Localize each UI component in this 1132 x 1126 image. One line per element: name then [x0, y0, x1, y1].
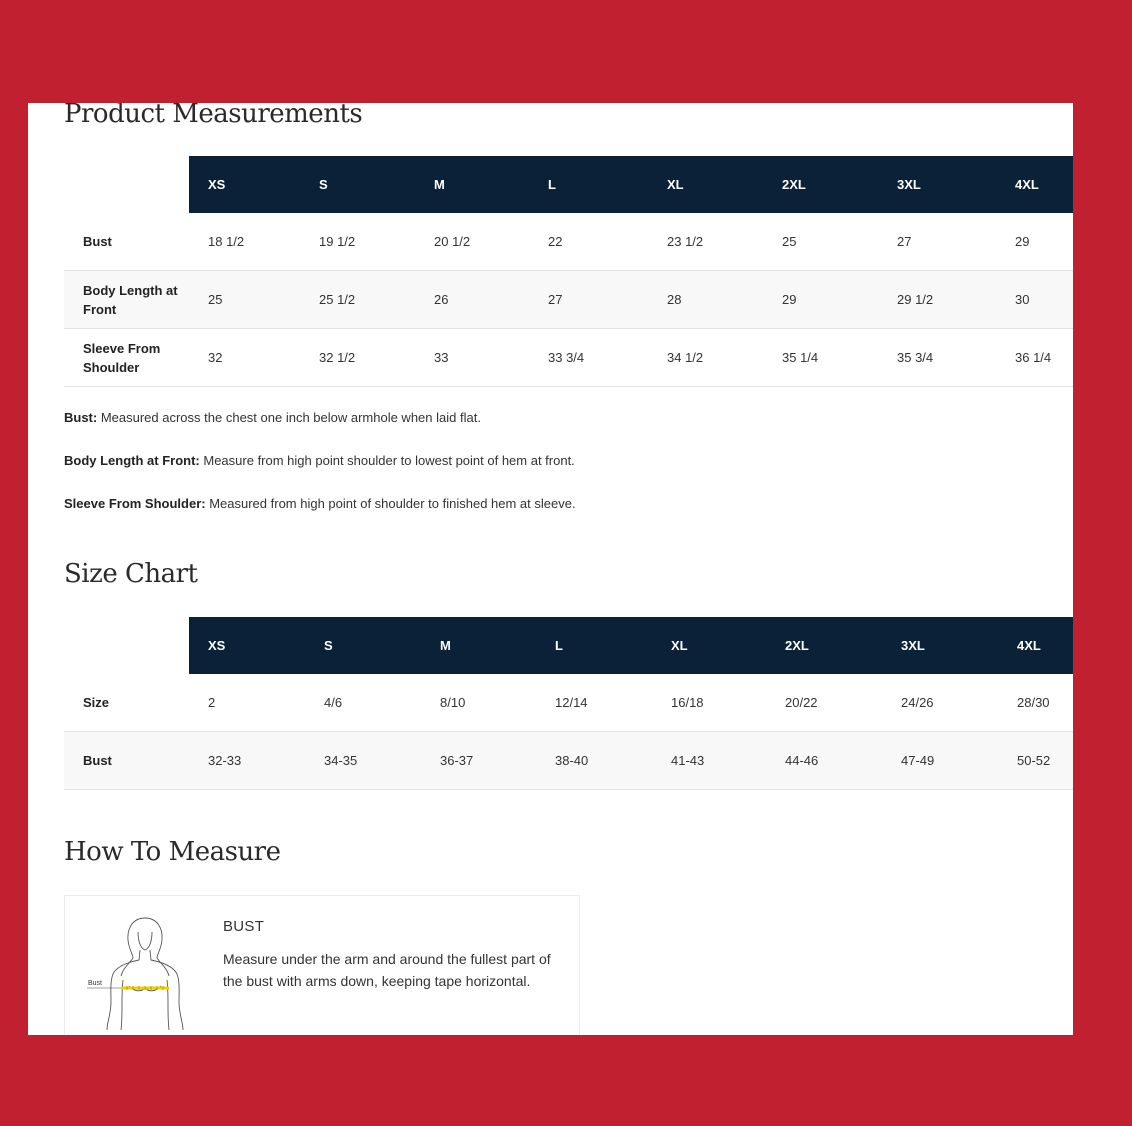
size-header: 4XL: [996, 156, 1073, 213]
table-cell: 12/14: [536, 674, 652, 732]
measurements-header-row: [64, 156, 1073, 213]
table-cell: 25 1/2: [300, 271, 415, 329]
definition-term: Bust:: [64, 410, 98, 425]
size-header: M: [415, 156, 529, 213]
table-cell: 18 1/2: [189, 213, 300, 271]
table-cell: 23 1/2: [648, 213, 763, 271]
size-header: M: [421, 617, 536, 674]
table-cell: 47-49: [882, 732, 998, 790]
bust-figure-label: Bust: [88, 980, 103, 987]
table-cell: 28/30: [998, 674, 1073, 732]
table-cell: 28: [648, 271, 763, 329]
table-cell: 38-40: [536, 732, 652, 790]
how-to-measure-title: How To Measure: [64, 837, 281, 867]
size-header: L: [529, 156, 648, 213]
table-row: [64, 271, 1073, 329]
size-header: S: [305, 617, 421, 674]
table-cell: 44-46: [766, 732, 882, 790]
definition-text: Measured across the chest one inch below armhole when laid flat.: [97, 410, 481, 425]
table-cell: 27: [878, 213, 996, 271]
header-corner: [64, 617, 189, 674]
table-cell: 24/26: [882, 674, 998, 732]
size-header: XS: [189, 156, 300, 213]
row-label: Body Length at Front: [64, 271, 189, 329]
measurement-definitions: [64, 408, 576, 537]
size-header: XL: [652, 617, 766, 674]
table-cell: 29 1/2: [878, 271, 996, 329]
size-header: 3XL: [878, 156, 996, 213]
bust-measure-figure-icon: [83, 910, 193, 1032]
table-cell: 41-43: [652, 732, 766, 790]
table-cell: 30: [996, 271, 1073, 329]
table-row: [64, 732, 1073, 790]
table-cell: 26: [415, 271, 529, 329]
definition-text: Measure from high point shoulder to lowest point of hem at front.: [199, 453, 575, 468]
size-header: 4XL: [998, 617, 1073, 674]
content-panel: [28, 103, 1073, 1035]
size-chart-title: Size Chart: [64, 559, 198, 589]
size-header: 3XL: [882, 617, 998, 674]
measure-item-description: Measure under the arm and around the fullest part of the bust with arms down, keeping tape horizontal.: [223, 951, 551, 989]
product-measurements-title: Product Measurements: [64, 103, 363, 129]
product-measurements-table: [64, 156, 1073, 387]
definition-item: [64, 451, 576, 470]
row-label: Sleeve From Shoulder: [64, 329, 189, 387]
table-cell: 22: [529, 213, 648, 271]
table-cell: 36 1/4: [996, 329, 1073, 387]
table-cell: 16/18: [652, 674, 766, 732]
table-row: [64, 329, 1073, 387]
size-header: L: [536, 617, 652, 674]
table-cell: 34 1/2: [648, 329, 763, 387]
measure-item-title: BUST: [223, 918, 265, 935]
table-cell: 35 3/4: [878, 329, 996, 387]
definition-term: Body Length at Front:: [64, 453, 200, 468]
table-cell: 20 1/2: [415, 213, 529, 271]
table-cell: 32-33: [189, 732, 305, 790]
table-cell: 8/10: [421, 674, 536, 732]
size-chart-table: [64, 617, 1073, 790]
table-row: [64, 213, 1073, 271]
table-cell: 25: [763, 213, 878, 271]
definition-term: Sleeve From Shoulder:: [64, 496, 206, 511]
table-cell: 34-35: [305, 732, 421, 790]
measure-card-bust: [64, 895, 580, 1035]
table-cell: 29: [763, 271, 878, 329]
definition-item: [64, 408, 576, 427]
size-header: S: [300, 156, 415, 213]
row-label: Bust: [64, 213, 189, 271]
definition-text: Measured from high point of shoulder to finished hem at sleeve.: [205, 496, 576, 511]
table-cell: 25: [189, 271, 300, 329]
table-cell: 20/22: [766, 674, 882, 732]
table-cell: 19 1/2: [300, 213, 415, 271]
table-cell: 33: [415, 329, 529, 387]
table-cell: 35 1/4: [763, 329, 878, 387]
table-cell: 2: [189, 674, 305, 732]
size-header: 2XL: [766, 617, 882, 674]
table-cell: 33 3/4: [529, 329, 648, 387]
table-cell: 32: [189, 329, 300, 387]
size-header: 2XL: [763, 156, 878, 213]
table-cell: 29: [996, 213, 1073, 271]
size-chart-header-row: [64, 617, 1073, 674]
row-label: Bust: [64, 732, 189, 790]
table-cell: 4/6: [305, 674, 421, 732]
table-cell: 32 1/2: [300, 329, 415, 387]
size-header: XS: [189, 617, 305, 674]
table-cell: 50-52: [998, 732, 1073, 790]
row-label: Size: [64, 674, 189, 732]
definition-item: [64, 494, 576, 513]
size-header: XL: [648, 156, 763, 213]
table-row: [64, 674, 1073, 732]
header-corner: [64, 156, 189, 213]
table-cell: 27: [529, 271, 648, 329]
table-cell: 36-37: [421, 732, 536, 790]
